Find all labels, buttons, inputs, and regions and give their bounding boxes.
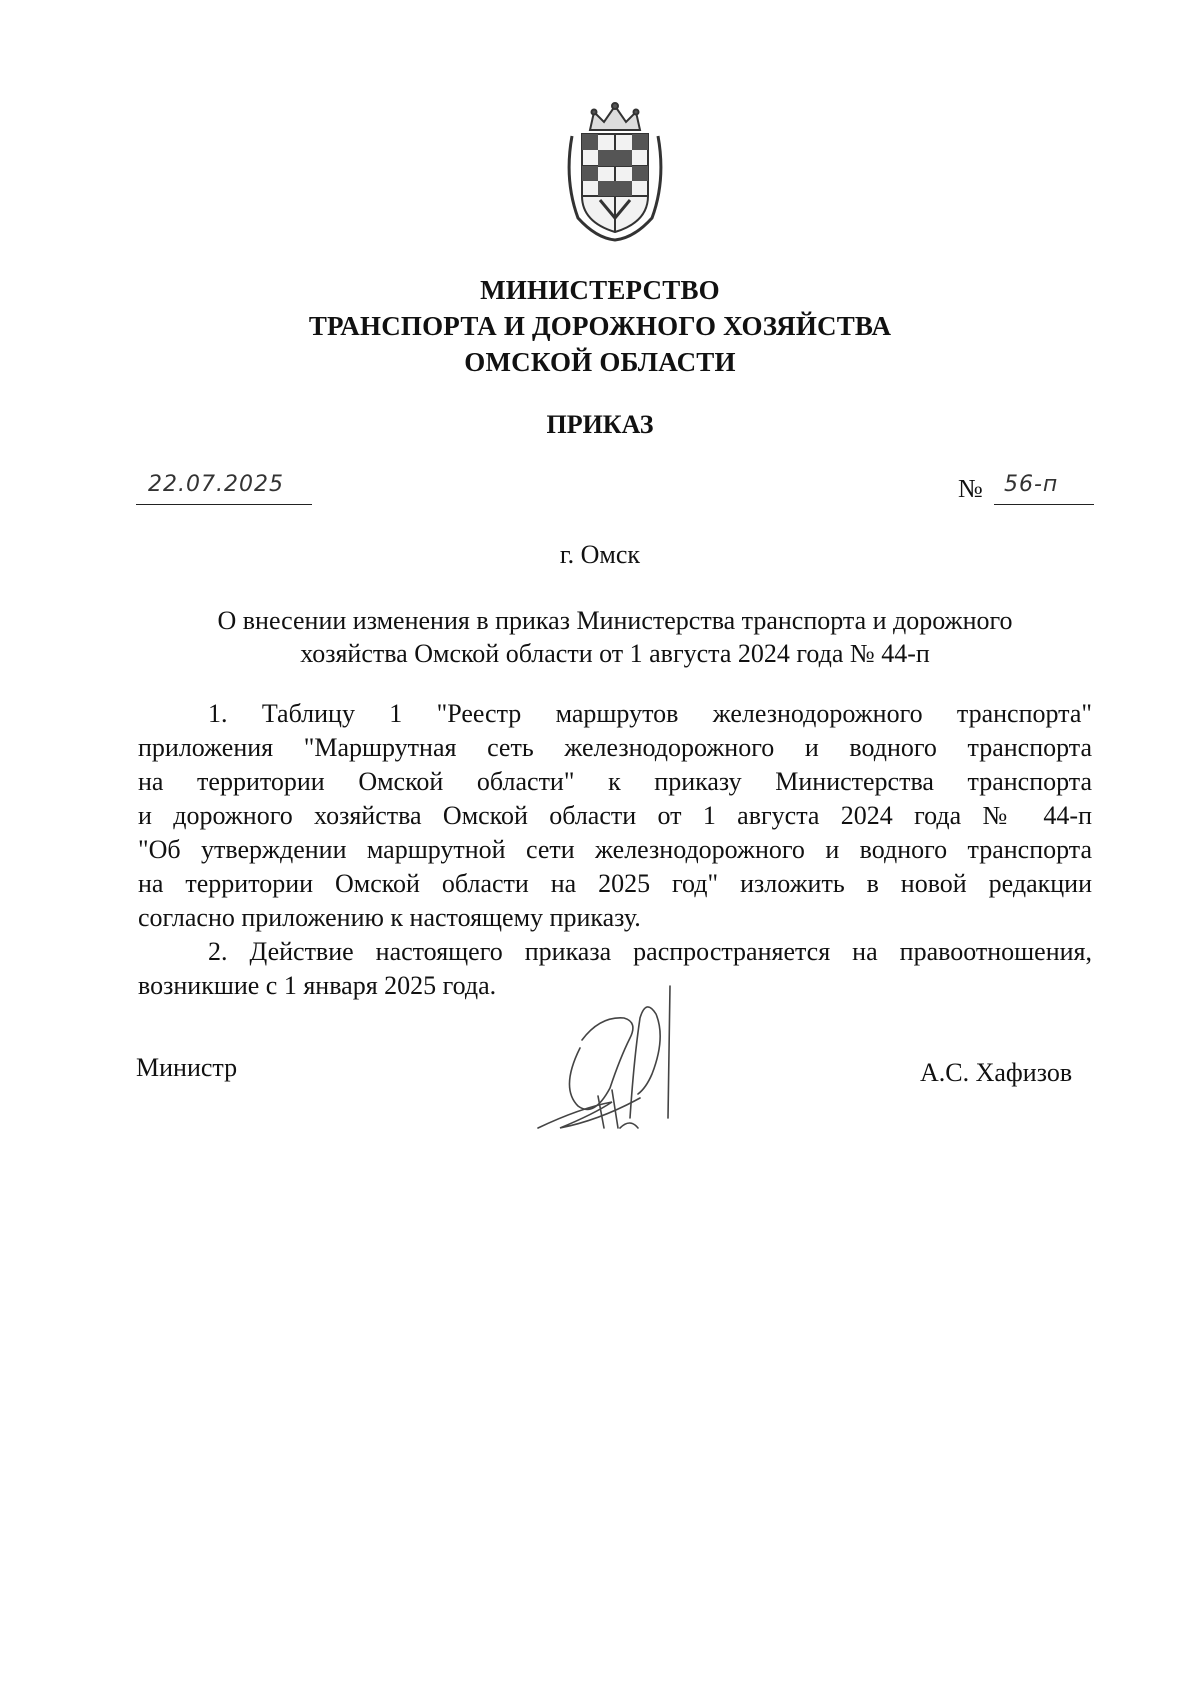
paragraph-2-line: возникшие с 1 января 2025 года. bbox=[138, 971, 497, 1000]
paragraph-2-line: 2. Действие настоящего приказа распространяется на правоотношения, bbox=[208, 937, 1092, 966]
paragraph-1-line: на территории Омской области на 2025 год" изложить в новой редакции bbox=[138, 869, 1092, 898]
ministry-name-line-3: ОМСКОЙ ОБЛАСТИ bbox=[464, 347, 736, 377]
subject-line-1: О внесении изменения в приказ Министерства транспорта и дорожного bbox=[217, 606, 1013, 635]
coat-of-arms-icon bbox=[560, 100, 670, 242]
signature-icon bbox=[520, 978, 720, 1148]
paragraph-1 bbox=[138, 697, 1092, 935]
document-type: ПРИКАЗ bbox=[546, 410, 654, 439]
city: г. Омск bbox=[559, 540, 641, 569]
paragraph-1-line: согласно приложению к настоящему приказу. bbox=[138, 903, 641, 932]
paragraph-1-line: "Об утверждении маршрутной сети железнодорожного и водного транспорта bbox=[138, 835, 1092, 864]
number-sign: № bbox=[958, 474, 983, 503]
paragraph-1-line: приложения "Маршрутная сеть железнодорожного и водного транспорта bbox=[138, 733, 1092, 762]
number-underline bbox=[994, 470, 1094, 505]
handwritten-number: 56-п bbox=[1004, 472, 1059, 497]
handwritten-date: 22.07.2025 bbox=[148, 472, 284, 497]
paragraph-1-line: 1. Таблицу 1 "Реестр маршрутов железнодорожного транспорта" bbox=[208, 699, 1092, 728]
paragraph-1-line: и дорожного хозяйства Омской области от 1 августа 2024 года № 44-п bbox=[138, 801, 1092, 830]
signatory-title: Министр bbox=[136, 1053, 238, 1082]
subject bbox=[140, 604, 1090, 670]
paragraph-1-line: на территории Омской области" к приказу Министерства транспорта bbox=[138, 767, 1092, 796]
ministry-name-line-2: ТРАНСПОРТА И ДОРОЖНОГО ХОЗЯЙСТВА bbox=[308, 311, 892, 341]
ministry-name-line-1: МИНИСТЕРСТВО bbox=[480, 275, 720, 305]
subject-line-2: хозяйства Омской области от 1 августа 2024 года № 44-п bbox=[300, 639, 930, 668]
signatory-name: А.С. Хафизов bbox=[920, 1058, 1073, 1087]
number-field bbox=[958, 470, 1098, 504]
date-field bbox=[136, 470, 312, 505]
